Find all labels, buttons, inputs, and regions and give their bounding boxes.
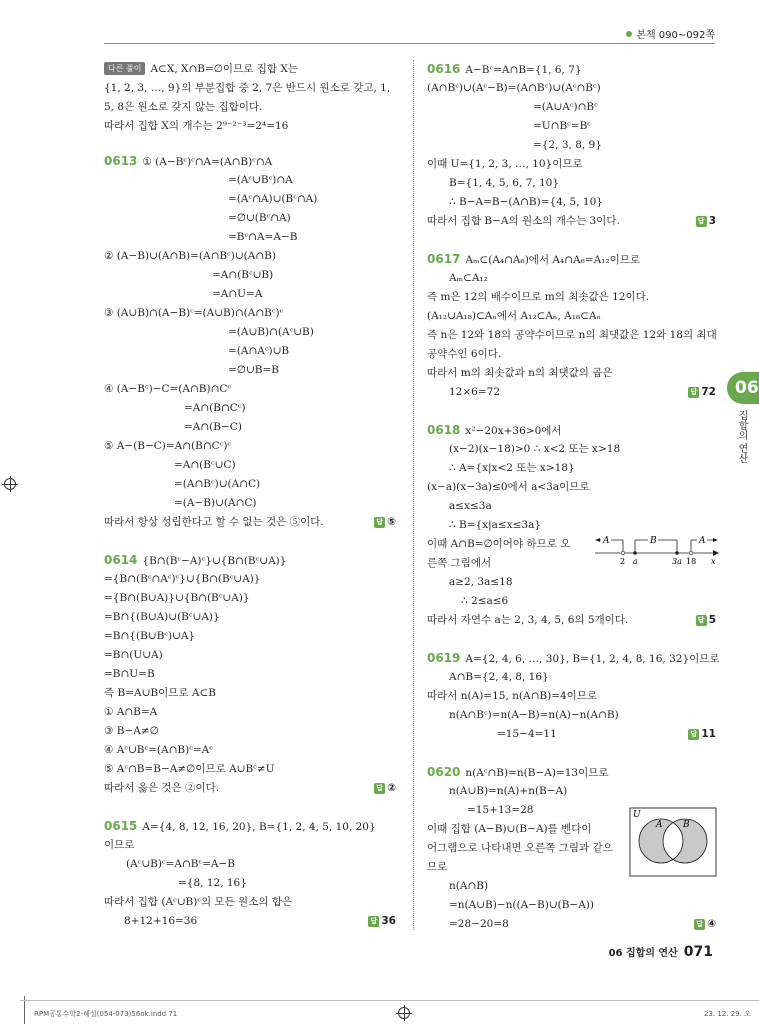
text-line: x²−20x+36>0에서 <box>465 425 562 437</box>
page-footer <box>609 944 713 960</box>
text-line: ④ (A−Bᶜ)−C=(A∩B)∩Cᶜ <box>104 383 232 395</box>
answer-value: 72 <box>701 386 716 398</box>
text-line: ① (A−Bᶜ)ᶜ∩A=(A∩B)ᶜ∩A <box>142 156 273 168</box>
problem-0614 <box>104 551 396 798</box>
text-line: A−Bᶜ=A∩B={1, 6, 7} <box>465 64 582 76</box>
problem-0615 <box>104 817 396 931</box>
text-line: Aₘ⊂(A₄∩A₆)에서 A₄∩A₆=A₁₂이므로 <box>465 254 641 266</box>
text-line: =(Aᶜ∩A)∪(Bᶜ∩A) <box>228 193 318 205</box>
registration-mark-icon <box>4 478 16 490</box>
answer <box>688 725 716 744</box>
imprint-date: 23. 12. 29. 오 <box>704 1010 751 1018</box>
text-line: 즉 B=A∪B이므로 A⊂B <box>104 687 216 699</box>
text-line: =Bᶜ∩A=A−B <box>228 231 298 243</box>
text-line: a≤x≤3a <box>449 500 492 512</box>
alt-solution <box>104 60 396 136</box>
problem-0620 <box>427 763 716 934</box>
answer <box>694 915 716 934</box>
answer-value: ② <box>387 782 396 794</box>
text-line: ={B∩(Bᶜ∩Aᶜ)ᶜ}∪{B∩(Bᶜ∪A)} <box>104 573 261 585</box>
text-line: ={B∩(B∪A)}∪{B∩(Bᶜ∪A)} <box>104 592 250 604</box>
fig-label: 2 <box>620 557 626 566</box>
problem-0616 <box>427 60 716 231</box>
text-line: ⑤ A−(B−C)=A∩(B∩Cᶜ)ᶜ <box>104 440 232 452</box>
text-line: ∴ A={x|x<2 또는 x>18} <box>449 462 575 474</box>
answer-badge-icon: 답 <box>696 216 707 227</box>
fig-label: U <box>633 810 641 820</box>
fig-label: A <box>656 820 663 830</box>
text-line: ③ (A∪B)∩(A−B)ᶜ=(A∪B)∩(A∩Bᶜ)ᶜ <box>104 307 284 319</box>
text-line: ∴ B−A=B−(A∩B)={4, 5, 10} <box>449 196 603 208</box>
number-line-figure <box>595 531 719 570</box>
text-line: 따라서 n(A)=15, n(A∩B)=4이므로 <box>427 690 598 702</box>
text-line: =B∩{(B∪A)∪(Bᶜ∪A)} <box>104 611 220 623</box>
text-line: A={2, 4, 6, …, 30}, B={1, 2, 4, 8, 16, 32}이므로 <box>465 653 720 665</box>
text-line: n(A∪B)=n(A)+n(B−A) <box>449 785 568 797</box>
text-line: 8+12+16=36 <box>124 915 198 927</box>
fig-label: A <box>699 536 706 546</box>
answer <box>696 212 716 231</box>
fig-label: 18 <box>686 557 697 566</box>
text-line: 따라서 집합 B−A의 원소의 개수는 3이다. <box>427 215 620 227</box>
answer-badge-icon: 답 <box>374 783 385 794</box>
text-line: 따라서 m의 최솟값과 n의 최댓값의 곱은 <box>427 367 613 379</box>
fig-label: B <box>650 536 657 546</box>
text-line: =∅∪B=B <box>228 364 279 376</box>
page-header <box>626 26 715 41</box>
registration-mark-icon <box>398 1007 410 1019</box>
text-line: (Aᶜ∪B)ᶜ=A∩Bᶜ=A−B <box>126 858 235 870</box>
answer <box>374 513 396 532</box>
text-line: (A∩Bᶜ)∪(Aᶜ−B)=(A∩Bᶜ)∪(Aᶜ∩Bᶜ) <box>427 82 601 94</box>
text-line: 즉 n은 12와 18의 공약수이므로 n의 최댓값은 12와 18의 최대 <box>427 329 717 341</box>
text-line: ∴ B={x|a≤x≤3a} <box>449 519 542 531</box>
text-line: =(A−B)∪(A∩C) <box>174 497 257 509</box>
text-line: 따라서 자연수 a는 2, 3, 4, 5, 6의 5개이다. <box>427 614 629 626</box>
text-line: ① A∩B=A <box>104 706 158 718</box>
answer-badge-icon: 답 <box>696 615 707 626</box>
chapter-tab-label: 집합의 연산 <box>736 410 747 464</box>
answer <box>688 383 716 402</box>
problem-number: 0617 <box>427 252 461 266</box>
text-line: =15−4=11 <box>497 728 557 740</box>
text-line: =(A∩Aᶜ)∪B <box>228 345 290 357</box>
text-line: 른쪽 그림에서 <box>427 557 492 569</box>
answer-value: 36 <box>381 915 396 927</box>
text-line: 즉 m은 12의 배수이므로 m의 최솟값은 12이다. <box>427 291 650 303</box>
problem-number: 0616 <box>427 62 461 76</box>
text-line: Aₘ⊂A₁₂ <box>449 272 488 284</box>
text-line: ={8, 12, 16} <box>178 877 247 889</box>
text-line: ⑤ Aᶜ∩B=B−A≠∅이므로 A∪Bᶜ≠U <box>104 763 275 775</box>
text-line: 12×6=72 <box>449 386 500 398</box>
answer-value: ⑤ <box>387 516 396 528</box>
text-line: 어그램으로 나타내면 오른쪽 그림과 같으 <box>427 842 613 854</box>
text-line: 이때 집합 (A−B)∪(B−A)를 벤다이 <box>427 823 592 835</box>
answer-badge-icon: 답 <box>368 916 379 927</box>
text-line: {1, 2, 3, …, 9}의 부분집합 중 2, 7은 반드시 원소로 갖고, 1, <box>104 82 391 94</box>
text-line: =28−20=8 <box>449 918 509 930</box>
answer-value: 5 <box>708 614 716 626</box>
text-line: A⊂X, X∩B=∅이므로 집합 X는 <box>150 63 298 75</box>
answer <box>374 779 396 798</box>
answer-badge-icon: 답 <box>688 729 699 740</box>
bullet-dot-icon <box>626 31 632 37</box>
text-line: (x−2)(x−18)>0 ∴ x<2 또는 x>18 <box>449 443 621 455</box>
text-line: =A∩U=A <box>212 288 263 300</box>
text-line: A={4, 8, 12, 16, 20}, B={1, 2, 4, 5, 10, 20} <box>142 821 376 833</box>
text-line: ={2, 3, 8, 9} <box>533 139 602 151</box>
problem-0613 <box>104 152 396 532</box>
problem-0618 <box>427 421 716 630</box>
header-text: 본책 090~092쪽 <box>636 30 715 41</box>
text-line: a≥2, 3a≤18 <box>449 576 513 588</box>
text-line: 따라서 항상 성립한다고 할 수 없는 것은 ⑤이다. <box>104 516 324 528</box>
problem-number: 0618 <box>427 423 461 437</box>
text-line: 5, 8은 원소로 갖지 않는 집합이다. <box>104 101 263 113</box>
column-divider <box>413 60 414 930</box>
text-line: =∅∪(Bᶜ∩A) <box>228 212 291 224</box>
header-rule <box>104 43 715 44</box>
problem-number: 0619 <box>427 651 461 665</box>
text-line: 이므로 <box>104 839 135 851</box>
text-line: A∩B={2, 4, 8, 16} <box>449 671 549 683</box>
imprint-file: RPM공통수학2-해설(054-073)56ok.indd 71 <box>34 1010 178 1018</box>
answer-badge-icon: 답 <box>688 387 699 398</box>
problem-number: 0620 <box>427 765 461 779</box>
answer <box>368 912 396 931</box>
text-line: =B∩U=B <box>104 668 155 680</box>
text-line: =(Aᶜ∪Bᶜ)∩A <box>228 174 293 186</box>
text-line: =B∩{(B∪Bᶜ)∪A} <box>104 630 196 642</box>
text-line: 이때 U={1, 2, 3, …, 10}이므로 <box>427 158 583 170</box>
text-line: ∴ 2≤a≤6 <box>461 595 509 607</box>
text-line: 공약수인 6이다. <box>427 348 502 360</box>
text-line: =(A∪B)∩(Aᶜ∪B) <box>228 326 314 338</box>
answer-value: 11 <box>701 728 716 740</box>
text-line: =A∩(Bᶜ∪C) <box>174 459 236 471</box>
text-line: =(A∩Bᶜ)∪(A∩C) <box>174 478 261 490</box>
text-line: n(A∩Bᶜ)=n(A−B)=n(A)−n(A∩B) <box>449 709 619 721</box>
text-line: 이때 A∩B=∅이어야 하므로 오 <box>427 538 571 550</box>
text-line: =A∩(B−C) <box>184 421 242 433</box>
text-line: =A∩(Bᶜ∪B) <box>212 269 274 281</box>
footer-chapter: 06 집합의 연산 <box>608 948 678 959</box>
problem-0619 <box>427 649 720 744</box>
fig-label: 3a <box>672 557 682 566</box>
alt-solution-tag: 다른 풀이 <box>104 62 145 75</box>
right-column <box>427 60 720 934</box>
text-line: =U∩Bᶜ=Bᶜ <box>533 120 591 132</box>
fig-label: x <box>711 557 716 566</box>
bottom-rule <box>20 1000 759 1001</box>
left-column <box>104 60 396 931</box>
text-line: 므로 <box>427 861 448 873</box>
text-line: {B∩(Bᶜ−A)ᶜ}∪{B∩(Bᶜ∪A)} <box>142 555 287 567</box>
text-line: =B∩(U∪A) <box>104 649 163 661</box>
text-line: (A₁₂∪A₁₈)⊂Aₙ에서 A₁₂⊂Aₙ, A₁₈⊂Aₙ <box>427 310 602 322</box>
fig-label: A <box>603 536 610 546</box>
answer-value: 3 <box>708 215 716 227</box>
problem-number: 0613 <box>104 154 138 168</box>
text-line: ③ B−A≠∅ <box>104 725 159 737</box>
text-line: (x−a)(x−3a)≤0에서 a<3a이므로 <box>427 481 590 493</box>
text-line: n(Aᶜ∩B)=n(B−A)=13이므로 <box>465 767 609 779</box>
fig-label: a <box>633 557 638 566</box>
answer <box>696 611 716 630</box>
answer-value: ④ <box>707 918 716 930</box>
text-line: ② (A−B)∪(A∩B)=(A∩Bᶜ)∪(A∩B) <box>104 250 276 262</box>
text-line: =(A∪Aᶜ)∩Bᶜ <box>533 101 598 113</box>
text-line: =A∩(B∩Cᶜ) <box>184 402 246 414</box>
text-line: =15+13=28 <box>467 804 534 816</box>
text-line: =n(A∪B)−n((A−B)∪(B−A)) <box>449 899 594 911</box>
text-line: 따라서 옳은 것은 ②이다. <box>104 782 220 794</box>
text-line: 따라서 집합 (Aᶜ∪B)ᶜ의 모든 원소의 합은 <box>104 896 293 908</box>
chapter-tab-number: 06 <box>735 378 759 398</box>
chapter-tab <box>727 372 759 404</box>
text-line: n(A∩B) <box>449 880 489 892</box>
fig-label: B <box>683 820 690 830</box>
text-line: B={1, 4, 5, 6, 7, 10} <box>449 177 560 189</box>
page-number: 071 <box>683 944 713 960</box>
text-line: 따라서 집합 X의 개수는 2⁹⁻²⁻³=2⁴=16 <box>104 120 289 132</box>
text-line: ④ Aᶜ∪Bᶜ=(A∩B)ᶜ=Aᶜ <box>104 744 213 756</box>
venn-diagram <box>629 807 717 880</box>
answer-badge-icon: 답 <box>694 919 705 930</box>
problem-0617 <box>427 250 716 402</box>
problem-number: 0615 <box>104 819 138 833</box>
answer-badge-icon: 답 <box>374 517 385 528</box>
problem-number: 0614 <box>104 553 138 567</box>
